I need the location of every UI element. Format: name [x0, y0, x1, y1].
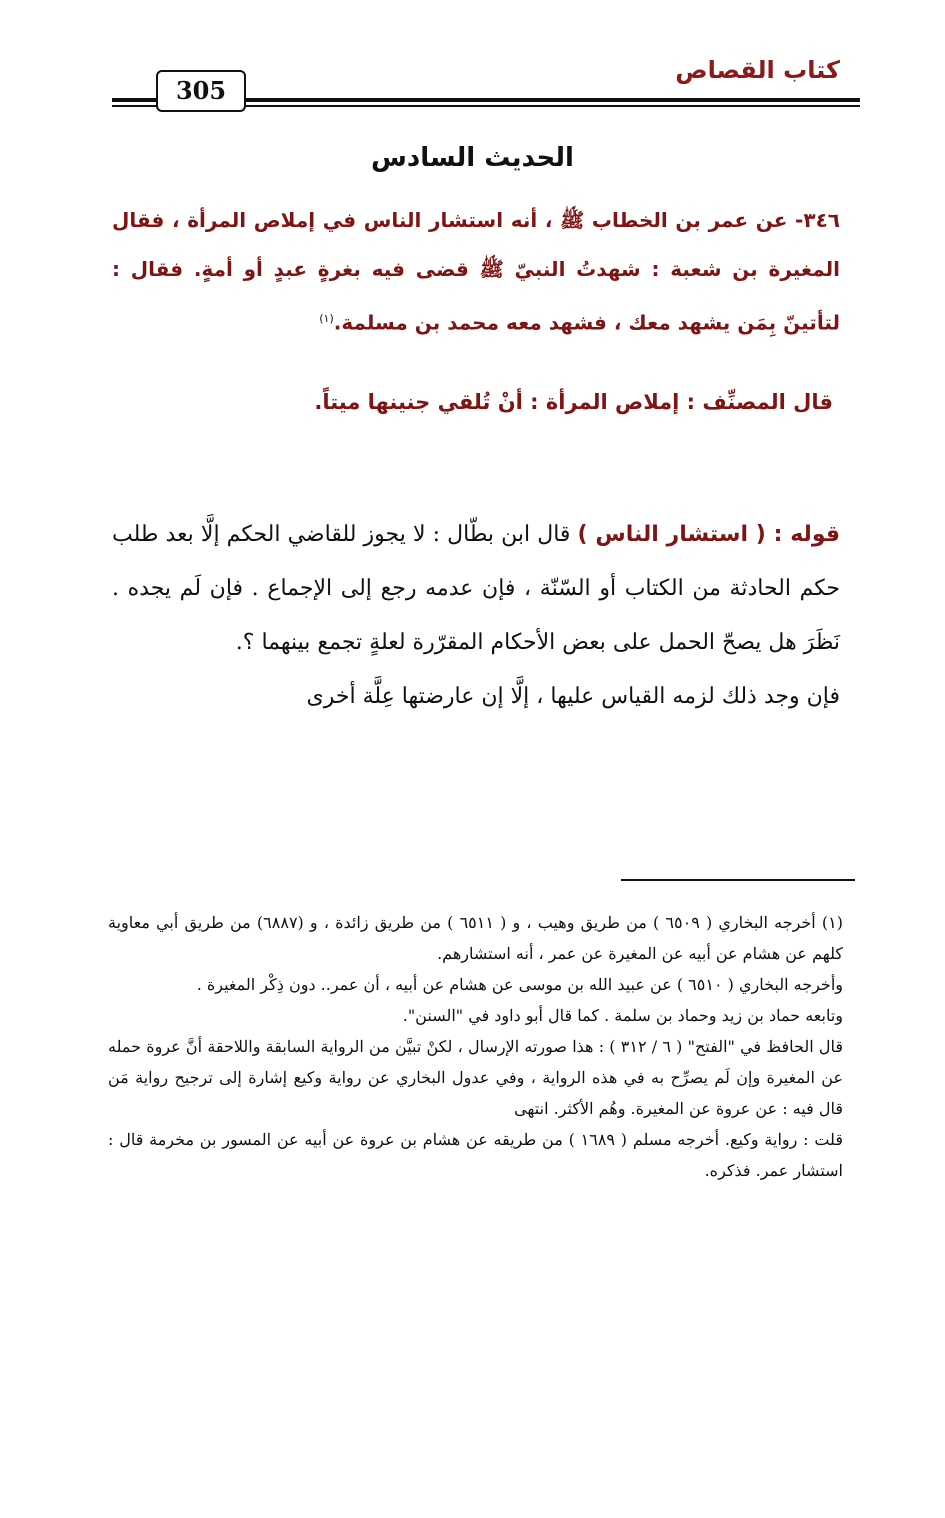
author-note: قال المصنِّف : إملاص المرأة : أنْ تُلقي جنينها ميتاً. [314, 390, 833, 414]
hadith-paragraph [112, 196, 840, 348]
footnotes [108, 907, 843, 1186]
commentary-paragraph-1 [112, 508, 840, 670]
page-number: 305 [156, 70, 246, 112]
footnote-item: قال الحافظ في "الفتح" ( ٦ / ٣١٢ ) : هذا صورته الإرسال ، لكنْ تبيَّن من الرواية السابقة واللاحقة أنَّ عروة حمله عن المغيرة وإن لَم يصرِّح به في هذه الرواية ، وفي عدول البخاري عن رواية وكيع إشارة إلى ترجيح رواية مَن قال فيه : عن عروة عن المغيرة. وهُم الأكثر. انتهى [108, 1037, 844, 1118]
footnote-item: وتابعه حماد بن زيد وحماد بن سلمة . كما قال أبو داود في "السنن". [402, 1006, 843, 1025]
commentary-block [112, 508, 840, 724]
book-title: كتاب القصاص [675, 56, 840, 84]
section-heading: الحديث السادس [371, 143, 574, 173]
hadith-text-block [112, 196, 840, 348]
footnote-marker: (١) [319, 312, 334, 325]
commentary-text-1: قال ابن بطّال : لا يجوز للقاضي الحكم إلَّا بعد طلب حكم الحادثة من الكتاب أو السّنّة ، فإن عدمه رجع إلى الإجماع . فإن لَم يجده . نَظَرَ هل يصحّ الحمل على بعض الأحكام المقرّرة لعلةٍ تجمع بينهما ؟. [112, 522, 840, 655]
page-header [112, 52, 860, 110]
commentary-paragraph-2: فإن وجد ذلك لزمه القياس عليها ، إلَّا إن عارضتها عِلَّة أخرى [306, 684, 840, 709]
footnote-item: (١) أخرجه البخاري ( ٦٥٠٩ ) من طريق وهيب ، و ( ٦٥١١ ) من طريق زائدة ، و (٦٨٨٧) من طريق أبي معاوية كلهم عن هشام عن أبيه عن المغيرة عن عمر ، أنه استشارهم. [108, 913, 844, 963]
footnote-separator [621, 879, 855, 881]
footnote-item: قلت : رواية وكيع. أخرجه مسلم ( ١٦٨٩ ) من طريقه عن هشام بن عروة عن أبيه عن المسور بن مخرمة قال : استشار عمر. فذكره. [108, 1130, 843, 1180]
footnote-item: وأخرجه البخاري ( ٦٥١٠ ) عن عبيد الله بن موسى عن هشام عن أبيه ، أن عمر.. دون ذِكْر المغيرة . [196, 975, 843, 994]
hadith-text: ٣٤٦- عن عمر بن الخطاب ﷺ ، أنه استشار الناس في إملاص المرأة ، فقال المغيرة بن شعبة : شهدتُ النبيّ ﷺ قضى فيه بغرةٍ عبدٍ أو أمةٍ. فقال : لتأتينّ بِمَن يشهد معك ، فشهد معه محمد بن مسلمة. [112, 208, 840, 335]
commentary-lead: قوله : ( استشار الناس ) [577, 522, 841, 547]
